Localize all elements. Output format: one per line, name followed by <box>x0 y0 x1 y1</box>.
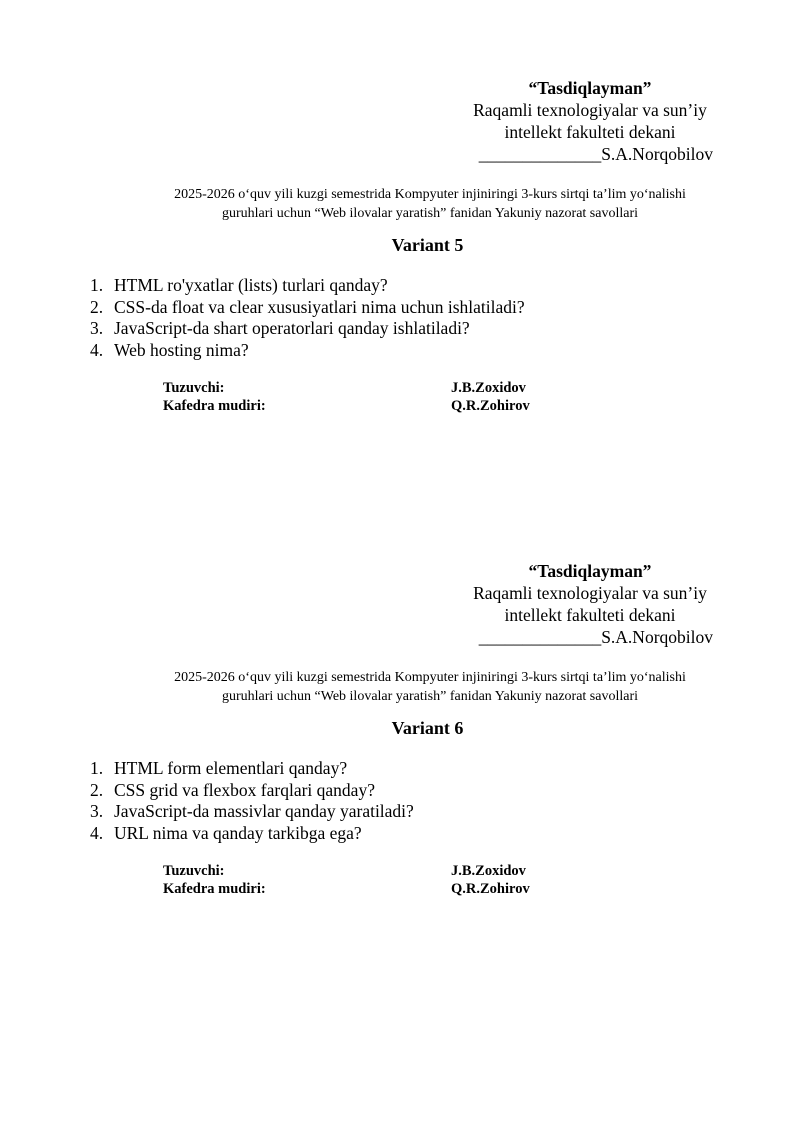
question-number: 4. <box>90 340 104 361</box>
question-number: 1. <box>90 275 104 295</box>
signer-row-author <box>163 379 613 397</box>
question-text: JavaScript-da massivlar qanday yaratiladi? <box>114 801 414 822</box>
question-item <box>90 823 414 845</box>
question-text: URL nima va qanday tarkibga ega? <box>114 823 362 844</box>
question-text: CSS grid va flexbox farqlari qanday? <box>114 779 375 800</box>
intro-line-1: 2025-2026 o‘quv yili kuzgi semestrida Kompyuter injiniringi 3-kurs sirtqi ta’lim yo‘nalishi <box>174 187 686 202</box>
approval-title: “Tasdiqlayman” <box>528 561 652 581</box>
exam-block-variant-5 <box>0 77 800 497</box>
question-item <box>90 801 414 823</box>
signer-role: Tuzuvchi: <box>163 380 225 396</box>
signer-role: Kafedra mudiri: <box>163 881 266 897</box>
question-text: CSS-da float va clear xususiyatlari nima uchun ishlatiladi? <box>114 296 525 317</box>
approval-title: “Tasdiqlayman” <box>528 78 652 98</box>
exam-block-variant-6 <box>0 560 800 980</box>
question-text: HTML form elementlari qanday? <box>114 758 348 778</box>
signer-name: Q.R.Zohirov <box>451 881 530 897</box>
signer-row-author <box>163 862 613 880</box>
approval-stamp <box>440 77 740 165</box>
signer-row-head <box>163 880 613 898</box>
approval-signature: ______________S.A.Norqobilov <box>478 627 713 647</box>
approval-line-1: Raqamli texnologiyalar va sun’iy <box>473 100 707 120</box>
question-number: 4. <box>90 823 104 844</box>
signers <box>163 862 613 898</box>
question-text: HTML ro'yxatlar (lists) turlari qanday? <box>114 275 388 295</box>
question-number: 1. <box>90 758 104 778</box>
question-number: 3. <box>90 318 104 339</box>
question-list <box>90 758 414 845</box>
intro-line-2: guruhlari uchun “Web ilovalar yaratish” fanidan Yakuniy nazorat savollari <box>221 689 638 704</box>
question-item <box>90 758 414 780</box>
signer-name: J.B.Zoxidov <box>451 380 526 396</box>
approval-line-2: intellekt fakulteti dekani <box>504 122 676 142</box>
exam-intro <box>80 668 780 706</box>
signer-role: Tuzuvchi: <box>163 863 225 879</box>
signer-name: Q.R.Zohirov <box>451 398 530 414</box>
question-item <box>90 340 525 362</box>
variant-heading: Variant 5 <box>391 235 464 255</box>
signer-row-head <box>163 397 613 415</box>
question-text: JavaScript-da shart operatorlari qanday ishlatiladi? <box>114 318 470 339</box>
question-item <box>90 297 525 319</box>
question-number: 2. <box>90 779 104 800</box>
exam-intro <box>80 185 780 223</box>
question-number: 2. <box>90 296 104 317</box>
intro-line-2: guruhlari uchun “Web ilovalar yaratish” fanidan Yakuniy nazorat savollari <box>221 206 638 221</box>
question-number: 3. <box>90 801 104 822</box>
question-item <box>90 275 525 297</box>
question-list <box>90 275 525 362</box>
approval-signature: ______________S.A.Norqobilov <box>478 144 713 164</box>
approval-line-1: Raqamli texnologiyalar va sun’iy <box>473 583 707 603</box>
question-item <box>90 318 525 340</box>
signers <box>163 379 613 415</box>
question-text: Web hosting nima? <box>114 340 249 361</box>
approval-stamp <box>440 560 740 648</box>
signer-name: J.B.Zoxidov <box>451 863 526 879</box>
intro-line-1: 2025-2026 o‘quv yili kuzgi semestrida Kompyuter injiniringi 3-kurs sirtqi ta’lim yo‘nalishi <box>174 670 686 685</box>
question-item <box>90 780 414 802</box>
approval-line-2: intellekt fakulteti dekani <box>504 605 676 625</box>
variant-heading: Variant 6 <box>391 718 464 738</box>
signer-role: Kafedra mudiri: <box>163 398 266 414</box>
